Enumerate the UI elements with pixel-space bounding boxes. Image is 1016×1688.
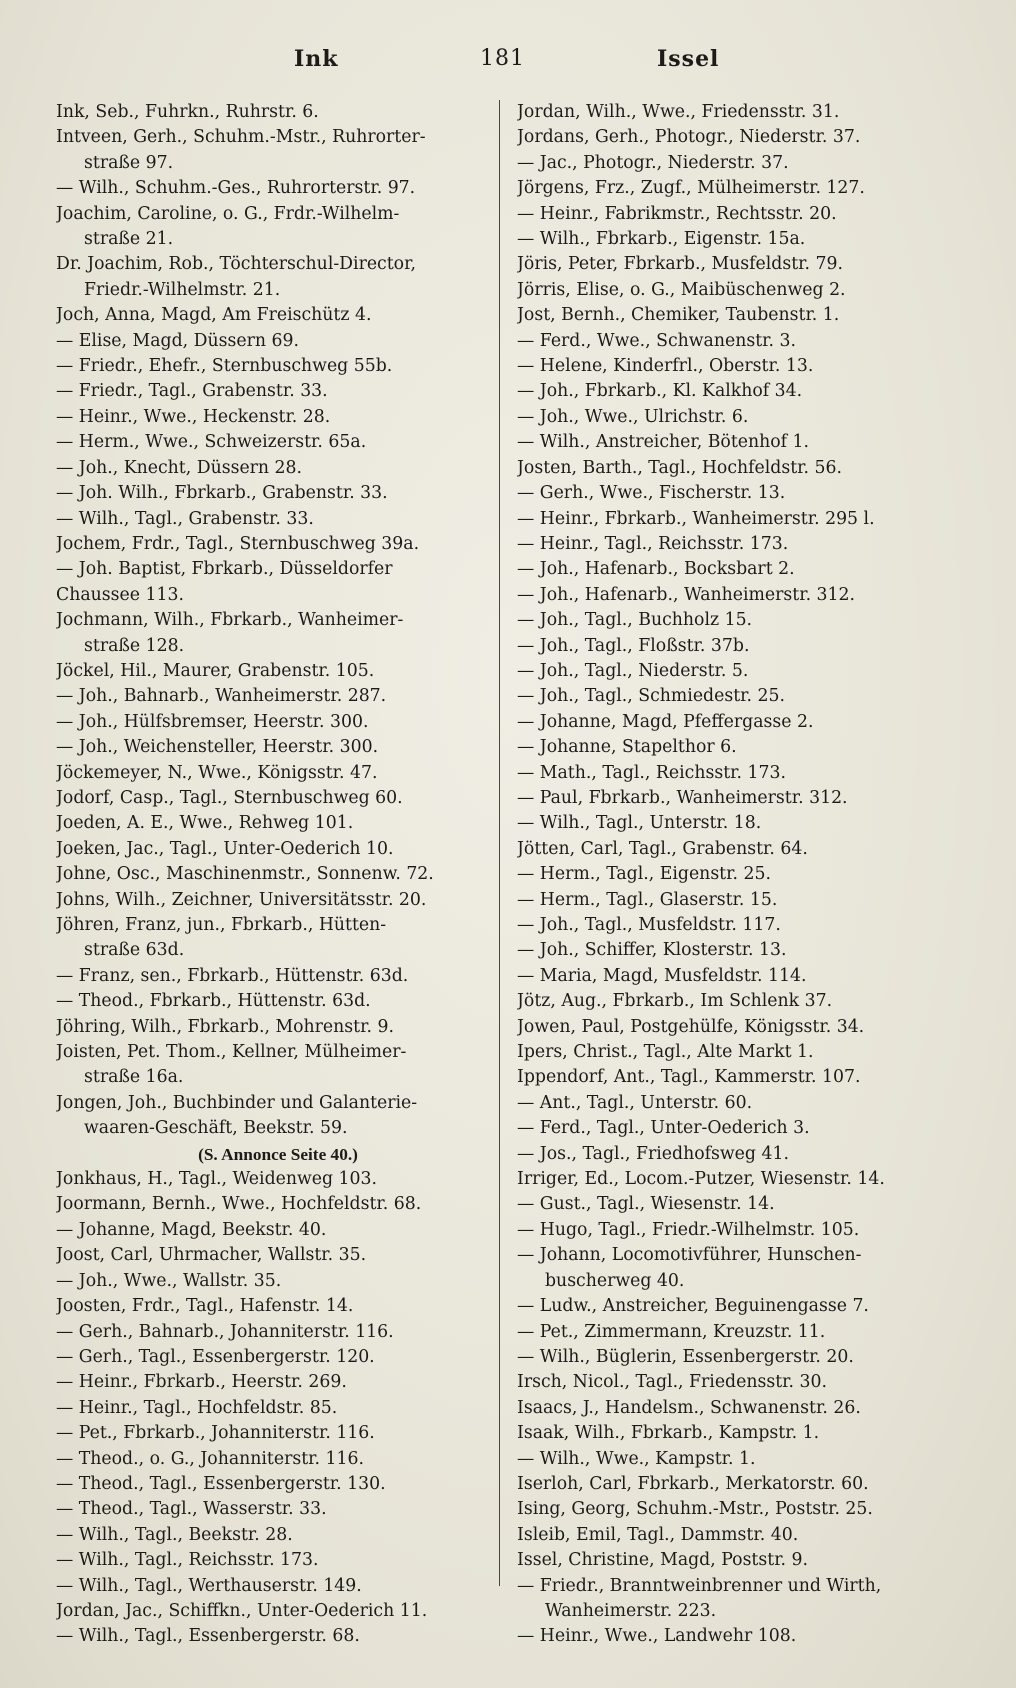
directory-entry-line: Wanheimerstr. 223.: [545, 1600, 717, 1621]
directory-entry-line: straße 128.: [84, 635, 185, 656]
directory-entry-line: Jordan, Wilh., Wwe., Friedensstr. 31.: [517, 102, 840, 122]
directory-entry-line: Iserloh, Carl, Fbrkarb., Merkatorstr. 60.: [517, 1473, 869, 1494]
directory-entry-line: Intveen, Gerh., Schuhm.-Mstr., Ruhrorter-: [56, 127, 426, 148]
directory-entry-line: — Pet., Zimmermann, Kreuzstr. 11.: [517, 1321, 826, 1342]
directory-entry-line: — Herm., Wwe., Schweizerstr. 65a.: [56, 432, 367, 453]
directory-entry-line: — Wilh., Tagl., Reichsstr. 173.: [56, 1550, 319, 1571]
directory-entry-line: waaren-Geschäft, Beekstr. 59.: [84, 1118, 348, 1139]
directory-entry-line: Jötten, Carl, Tagl., Grabenstr. 64.: [517, 838, 808, 859]
directory-entry-line: — Heinr., Tagl., Reichsstr. 173.: [517, 533, 789, 554]
directory-entry-line: Irsch, Nicol., Tagl., Friedensstr. 30.: [517, 1372, 827, 1393]
directory-entry-line: Joormann, Bernh., Wwe., Hochfeldstr. 68.: [56, 1194, 422, 1215]
directory-entry-line: — Wilh., Büglerin, Essenbergerstr. 20.: [517, 1346, 854, 1367]
directory-entry-line: — Joh., Tagl., Niederstr. 5.: [517, 660, 749, 681]
directory-entry-line: — Joh., Bahnarb., Wanheimerstr. 287.: [56, 686, 387, 707]
directory-entry-line: Jonkhaus, H., Tagl., Weidenweg 103.: [56, 1169, 378, 1190]
directory-entry-line: — Joh., Tagl., Buchholz 15.: [517, 610, 753, 631]
directory-entry-line: — Gust., Tagl., Wiesenstr. 14.: [517, 1194, 775, 1215]
directory-entry-line: — Joh., Hülfsbremser, Heerstr. 300.: [56, 711, 369, 732]
directory-entry-line: — Gerh., Bahnarb., Johanniterstr. 116.: [56, 1321, 394, 1342]
directory-entry-line: Joeden, A. E., Wwe., Rehweg 101.: [56, 813, 354, 834]
directory-entry-line: Joosten, Frdr., Tagl., Hafenstr. 14.: [56, 1296, 354, 1317]
directory-entry-line: — Joh., Hafenarb., Bocksbart 2.: [517, 559, 795, 580]
directory-entry-line: straße 21.: [84, 229, 174, 250]
directory-entry-line: — Johann, Locomotivführer, Hunschen-: [517, 1245, 862, 1266]
directory-entry-line: — Wilh., Tagl., Grabenstr. 33.: [56, 508, 314, 529]
directory-entry-line: Jörris, Elise, o. G., Maibüschenweg 2.: [517, 279, 846, 300]
directory-entry-line: Jodorf, Casp., Tagl., Sternbuschweg 60.: [56, 787, 403, 808]
directory-entry-line: — Franz, sen., Fbrkarb., Hüttenstr. 63d.: [56, 965, 409, 986]
directory-entry-line: — Heinr., Wwe., Landwehr 108.: [517, 1626, 797, 1647]
directory-entry-line: — Joh., Wwe., Ulrichstr. 6.: [517, 406, 749, 427]
directory-entry-line: — Wilh., Schuhm.-Ges., Ruhrorterstr. 97.: [56, 178, 416, 199]
directory-entry-line: — Joh., Knecht, Düssern 28.: [56, 457, 303, 478]
directory-entry-line: — Joh. Wilh., Fbrkarb., Grabenstr. 33.: [56, 483, 388, 504]
directory-entry-line: Josten, Barth., Tagl., Hochfeldstr. 56.: [517, 457, 843, 478]
directory-entry-line: — Maria, Magd, Musfeldstr. 114.: [517, 965, 807, 986]
directory-entry-line: Issel, Christine, Magd, Poststr. 9.: [517, 1550, 809, 1571]
directory-entry-line: — Helene, Kinderfrl., Oberstr. 13.: [517, 356, 814, 377]
directory-entry-line: — Friedr., Tagl., Grabenstr. 33.: [56, 381, 328, 402]
directory-entry-line: — Math., Tagl., Reichsstr. 173.: [517, 762, 786, 783]
directory-entry-line: Johne, Osc., Maschinenmstr., Sonnenw. 72.: [56, 864, 434, 885]
directory-entry-line: Joeken, Jac., Tagl., Unter-Oederich 10.: [56, 838, 394, 859]
directory-entry-line: — Pet., Fbrkarb., Johanniterstr. 116.: [56, 1423, 375, 1444]
directory-entry-line: — Ant., Tagl., Unterstr. 60.: [517, 1092, 753, 1113]
directory-entry-line: — Friedr., Branntweinbrenner und Wirth,: [517, 1575, 882, 1596]
directory-entry-line: (S. Annonce Seite 40.): [198, 1144, 358, 1164]
header-left-keyword: Ink: [294, 46, 339, 72]
directory-entry-line: — Wilh., Anstreicher, Bötenhof 1.: [517, 432, 810, 453]
right-column: [517, 100, 961, 1650]
directory-entry-line: Joachim, Caroline, o. G., Frdr.-Wilhelm-: [56, 203, 400, 224]
directory-entry-line: — Heinr., Tagl., Hochfeldstr. 85.: [56, 1397, 338, 1418]
directory-entry-line: — Joh., Schiffer, Klosterstr. 13.: [517, 940, 787, 961]
directory-entry-line: Joost, Carl, Uhrmacher, Wallstr. 35.: [56, 1245, 367, 1266]
directory-entry-line: — Joh., Hafenarb., Wanheimerstr. 312.: [517, 584, 856, 605]
directory-entry-line: — Herm., Tagl., Eigenstr. 25.: [517, 864, 771, 885]
directory-entry-line: — Jac., Photogr., Niederstr. 37.: [517, 152, 789, 173]
directory-entry-line: — Theod., Fbrkarb., Hüttenstr. 63d.: [56, 991, 371, 1012]
directory-entry-line: — Joh., Wwe., Wallstr. 35.: [56, 1270, 282, 1291]
directory-entry-line: — Joh., Fbrkarb., Kl. Kalkhof 34.: [517, 381, 803, 402]
header-right-keyword: Issel: [657, 46, 720, 72]
directory-entry-line: — Joh., Tagl., Musfeldstr. 117.: [517, 915, 781, 935]
directory-entry-line: Jöhring, Wilh., Fbrkarb., Mohrenstr. 9.: [56, 1016, 394, 1037]
directory-entry-line: — Wilh., Tagl., Essenbergerstr. 68.: [56, 1626, 360, 1647]
directory-entry-line: — Wilh., Tagl., Unterstr. 18.: [517, 813, 762, 834]
directory-entry-line: Jost, Bernh., Chemiker, Taubenstr. 1.: [517, 305, 840, 326]
directory-entry-line: — Heinr., Fbrkarb., Wanheimerstr. 295 l.: [517, 508, 875, 529]
directory-entry-line: — Paul, Fbrkarb., Wanheimerstr. 312.: [517, 787, 848, 808]
directory-entry-line: straße 16a.: [84, 1067, 184, 1088]
directory-entry-line: — Gerh., Wwe., Fischerstr. 13.: [517, 483, 786, 504]
directory-entry-line: — Joh., Tagl., Floßstr. 37b.: [517, 635, 750, 656]
directory-entry-line: Dr. Joachim, Rob., Töchterschul-Director,: [56, 254, 416, 275]
directory-entry-line: Jochem, Frdr., Tagl., Sternbuschweg 39a.: [56, 533, 420, 554]
directory-entry-line: — Heinr., Wwe., Heckenstr. 28.: [56, 406, 331, 427]
directory-entry-line: — Wilh., Tagl., Werthauserstr. 149.: [56, 1575, 362, 1596]
directory-entry-line: — Joh., Tagl., Schmiedestr. 25.: [517, 686, 785, 707]
directory-entry-line: Johns, Wilh., Zeichner, Universitätsstr. 20.: [56, 889, 427, 910]
directory-entry-line: — Gerh., Tagl., Essenbergerstr. 120.: [56, 1346, 375, 1367]
directory-entry-line: Friedr.-Wilhelmstr. 21.: [84, 279, 281, 300]
directory-entry-line: — Elise, Magd, Düssern 69.: [56, 330, 299, 351]
directory-entry-line: — Joh., Weichensteller, Heerstr. 300.: [56, 737, 379, 758]
directory-entry-line: — Wilh., Fbrkarb., Eigenstr. 15a.: [517, 229, 806, 250]
directory-entry-line: Ipers, Christ., Tagl., Alte Markt 1.: [517, 1042, 814, 1063]
directory-entry-line: Jöckemeyer, N., Wwe., Königsstr. 47.: [56, 762, 378, 783]
directory-entry-line: — Friedr., Ehefr., Sternbuschweg 55b.: [56, 356, 393, 377]
directory-entry-line: — Johanne, Magd, Beekstr. 40.: [56, 1219, 327, 1240]
directory-entry-line: Jochmann, Wilh., Fbrkarb., Wanheimer-: [56, 610, 404, 631]
directory-entry-line: Jordans, Gerh., Photogr., Niederstr. 37.: [517, 127, 861, 148]
directory-entry-line: Jöckel, Hil., Maurer, Grabenstr. 105.: [56, 660, 375, 681]
directory-entry-line: Isaak, Wilh., Fbrkarb., Kampstr. 1.: [517, 1423, 820, 1444]
directory-entry-line: Isleib, Emil, Tagl., Dammstr. 40.: [517, 1524, 799, 1545]
directory-entry-line: Ippendorf, Ant., Tagl., Kammerstr. 107.: [517, 1067, 861, 1088]
directory-entry-line: — Ferd., Tagl., Unter-Oederich 3.: [517, 1118, 810, 1139]
directory-entry-line: — Wilh., Wwe., Kampstr. 1.: [517, 1448, 756, 1469]
left-column: [56, 100, 500, 1650]
directory-entry-line: Jowen, Paul, Postgehülfe, Königsstr. 34.: [517, 1016, 865, 1037]
page-number: 181: [480, 46, 525, 71]
directory-entry-line: Jötz, Aug., Fbrkarb., Im Schlenk 37.: [517, 991, 833, 1012]
directory-entry-line: Isaacs, J., Handelsm., Schwanenstr. 26.: [517, 1397, 861, 1418]
directory-entry-line: Jörgens, Frz., Zugf., Mülheimerstr. 127.: [517, 178, 865, 199]
directory-entry-line: buscherweg 40.: [545, 1270, 685, 1291]
directory-entry-line: — Herm., Tagl., Glaserstr. 15.: [517, 889, 778, 910]
column-divider: [499, 100, 500, 1586]
directory-entry-line: straße 63d.: [84, 940, 185, 961]
directory-entry-line: — Jos., Tagl., Friedhofsweg 41.: [517, 1143, 789, 1164]
directory-entry-line: Jordan, Jac., Schiffkn., Unter-Oederich 11.: [56, 1600, 428, 1621]
directory-entry-line: Joisten, Pet. Thom., Kellner, Mülheimer-: [56, 1042, 407, 1063]
directory-entry-line: Joch, Anna, Magd, Am Freischütz 4.: [56, 305, 372, 326]
directory-entry-line: Chaussee 113.: [56, 584, 184, 605]
directory-entry-line: — Theod., o. G., Johanniterstr. 116.: [56, 1448, 364, 1469]
directory-entry-line: Irriger, Ed., Locom.-Putzer, Wiesenstr. 14.: [517, 1169, 885, 1190]
directory-entry-line: Ink, Seb., Fuhrkn., Ruhrstr. 6.: [56, 102, 319, 122]
directory-entry-line: — Theod., Tagl., Essenbergerstr. 130.: [56, 1473, 386, 1494]
directory-entry-line: — Ferd., Wwe., Schwanenstr. 3.: [517, 330, 796, 351]
directory-entry-line: Jongen, Joh., Buchbinder und Galanterie-: [56, 1092, 418, 1113]
directory-entry-line: — Hugo, Tagl., Friedr.-Wilhelmstr. 105.: [517, 1219, 860, 1240]
directory-entry-line: — Ludw., Anstreicher, Beguinengasse 7.: [517, 1296, 869, 1317]
directory-entry-line: Ising, Georg, Schuhm.-Mstr., Poststr. 25.: [517, 1499, 873, 1520]
directory-entry-line: — Johanne, Stapelthor 6.: [517, 737, 737, 758]
directory-entry-line: — Joh. Baptist, Fbrkarb., Düsseldorfer: [56, 559, 393, 580]
directory-entry-line: Jöhren, Franz, jun., Fbrkarb., Hütten-: [56, 915, 387, 935]
directory-entry-line: — Wilh., Tagl., Beekstr. 28.: [56, 1524, 293, 1545]
directory-entry-line: — Heinr., Fbrkarb., Heerstr. 269.: [56, 1372, 347, 1393]
directory-entry-line: — Johanne, Magd, Pfeffergasse 2.: [517, 711, 814, 732]
page-header: [60, 46, 950, 80]
directory-entry-line: straße 97.: [84, 152, 174, 173]
directory-entry-line: Jöris, Peter, Fbrkarb., Musfeldstr. 79.: [517, 254, 844, 275]
directory-entry-line: — Theod., Tagl., Wasserstr. 33.: [56, 1499, 327, 1520]
directory-entry-line: — Heinr., Fabrikmstr., Rechtsstr. 20.: [517, 203, 837, 224]
